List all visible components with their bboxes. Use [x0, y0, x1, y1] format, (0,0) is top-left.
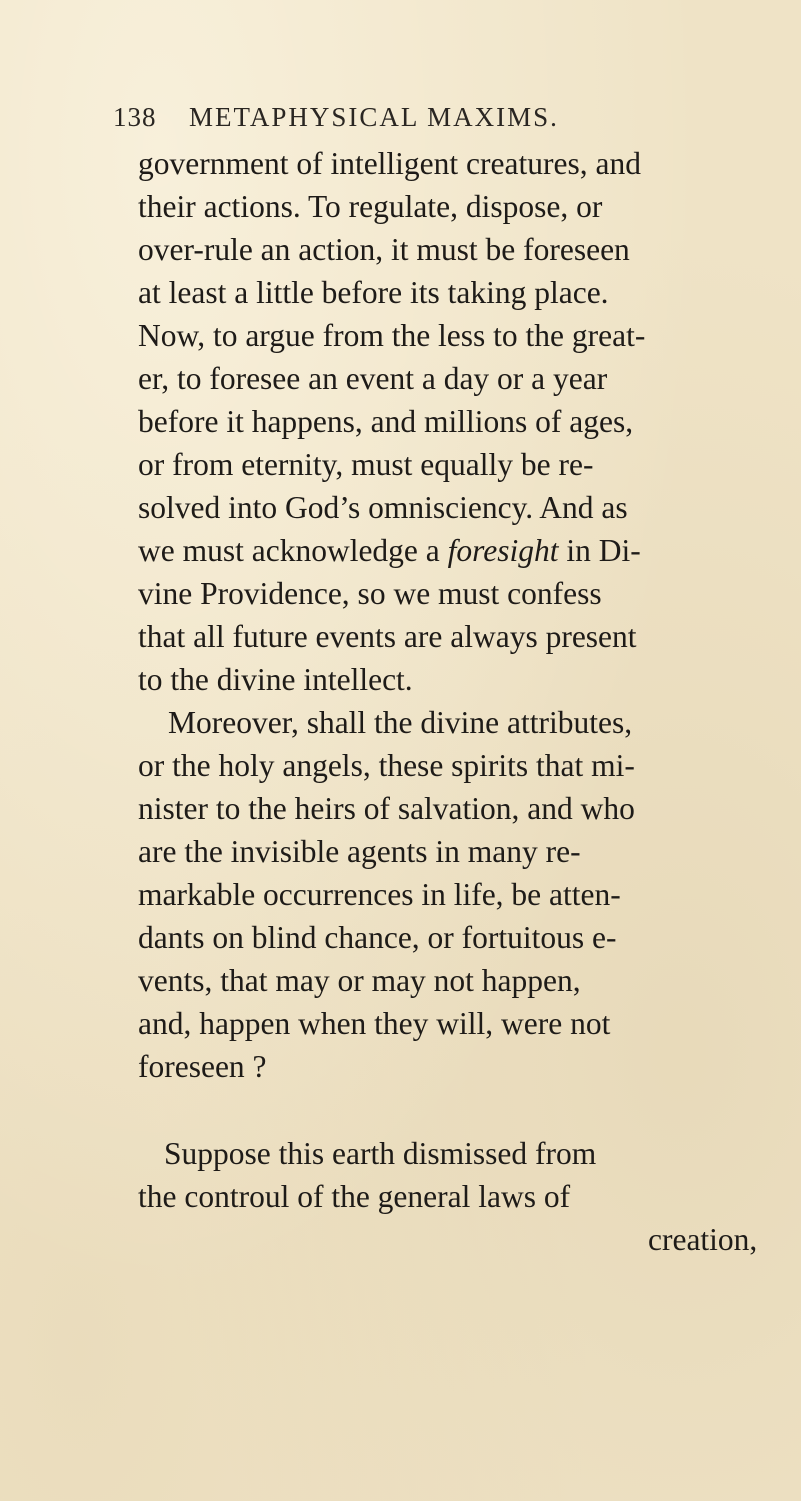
text-line: the controul of the general laws of: [138, 1179, 571, 1214]
text-line: [138, 530, 641, 572]
text-line: or from eternity, must equally be re-: [138, 447, 594, 482]
text-line: solved into God’s omnisciency. And as: [138, 490, 628, 525]
text-line: nister to the heirs of salvation, and who: [138, 791, 635, 826]
text-run: in Di-: [558, 533, 641, 568]
text-line: or the holy angels, these spirits that mi-: [138, 748, 635, 783]
text-line: foreseen ?: [138, 1049, 267, 1084]
text-line: at least a little before its taking place.: [138, 275, 609, 310]
paragraph-first-line: Suppose this earth dismissed from: [164, 1136, 597, 1171]
text-line: are the invisible agents in many re-: [138, 834, 581, 869]
text-line: over-rule an action, it must be foreseen: [138, 232, 630, 267]
running-head: [113, 102, 673, 142]
text-line: Now, to argue from the less to the great-: [138, 318, 646, 353]
text-line: government of intelligent creatures, and: [138, 146, 641, 181]
text-line: dants on blind chance, or fortuitous e-: [138, 920, 617, 955]
text-line: vine Providence, so we must confess: [138, 576, 602, 611]
running-head-title: METAPHYSICAL MAXIMS.: [189, 102, 559, 132]
text-line: to the divine intellect.: [138, 662, 413, 697]
text-line: that all future events are always present: [138, 619, 637, 654]
text-line: markable occurrences in life, be atten-: [138, 877, 621, 912]
text-run: we must acknowledge a: [138, 533, 448, 568]
catchword: creation,: [648, 1222, 758, 1257]
text-line: before it happens, and millions of ages,: [138, 404, 634, 439]
text-line: and, happen when they will, were not: [138, 1006, 611, 1041]
text-line: er, to foresee an event a day or a year: [138, 361, 608, 396]
page-number: 138: [113, 102, 157, 132]
italic-word: foresight: [447, 533, 559, 568]
text-line: their actions. To regulate, dispose, or: [138, 189, 603, 224]
text-line: vents, that may or may not happen,: [138, 963, 581, 998]
paragraph-first-line: Moreover, shall the divine attributes,: [168, 705, 633, 740]
